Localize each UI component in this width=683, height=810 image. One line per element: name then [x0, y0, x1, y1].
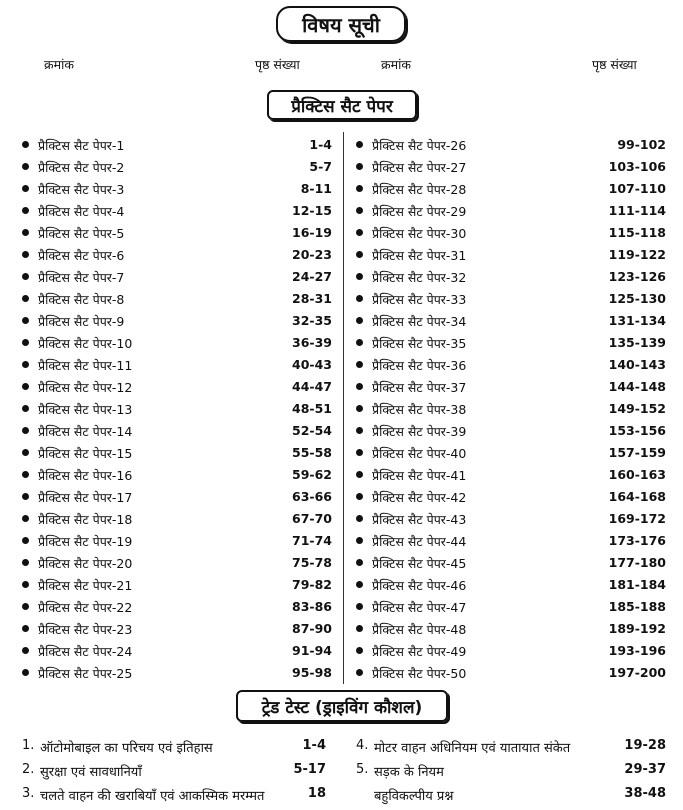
trade-test-row	[22, 762, 326, 786]
toc-row-pages: 40-43	[292, 357, 332, 372]
toc-row-pages: 193-196	[608, 643, 666, 658]
toc-row-pages: 153-156	[608, 423, 666, 438]
toc-row	[22, 421, 332, 443]
toc-row	[356, 289, 666, 311]
bullet-icon	[22, 405, 29, 412]
toc-row-pages: 149-152	[608, 401, 666, 416]
left-serial-header: क्रमांक	[44, 57, 74, 72]
bullet-icon	[356, 471, 363, 478]
bullet-icon	[22, 229, 29, 236]
right-page-header: पृष्ठ संख्या	[592, 57, 637, 72]
toc-row-label: प्रैक्टिस सैट पेपर-39	[372, 424, 467, 439]
toc-row	[22, 663, 332, 685]
toc-row-pages: 20-23	[292, 247, 332, 262]
toc-row	[356, 575, 666, 597]
toc-row-pages: 115-118	[608, 225, 666, 240]
bullet-icon	[356, 427, 363, 434]
toc-row-pages: 79-82	[292, 577, 332, 592]
toc-row	[356, 641, 666, 663]
bullet-icon	[22, 603, 29, 610]
trade-test-row-label: बहुविकल्पीय प्रश्न	[374, 789, 454, 804]
toc-row-label: प्रैक्टिस सैट पेपर-27	[372, 160, 467, 175]
bullet-icon	[22, 471, 29, 478]
toc-row-label: प्रैक्टिस सैट पेपर-36	[372, 358, 467, 373]
toc-row-pages: 144-148	[608, 379, 666, 394]
toc-row	[356, 531, 666, 553]
bullet-icon	[22, 383, 29, 390]
toc-row-pages: 160-163	[608, 467, 666, 482]
toc-row-pages: 99-102	[617, 137, 666, 152]
toc-row-label: प्रैक्टिस सैट पेपर-14	[38, 424, 133, 439]
bullet-icon	[356, 449, 363, 456]
toc-row-label: प्रैक्टिस सैट पेपर-21	[38, 578, 133, 593]
toc-row	[22, 245, 332, 267]
bullet-icon	[22, 273, 29, 280]
bullet-icon	[22, 493, 29, 500]
toc-row-label: प्रैक्टिस सैट पेपर-8	[38, 292, 125, 307]
toc-row	[22, 135, 332, 157]
bullet-icon	[22, 361, 29, 368]
toc-row-pages: 181-184	[608, 577, 666, 592]
trade-test-row-number: 3.	[22, 786, 35, 801]
toc-row	[356, 377, 666, 399]
toc-row-label: प्रैक्टिस सैट पेपर-32	[372, 270, 467, 285]
toc-row-pages: 87-90	[292, 621, 332, 636]
toc-row-label: प्रैक्टिस सैट पेपर-9	[38, 314, 125, 329]
toc-row	[356, 179, 666, 201]
toc-row	[356, 487, 666, 509]
toc-row	[356, 311, 666, 333]
toc-row-pages: 16-19	[292, 225, 332, 240]
toc-row-label: प्रैक्टिस सैट पेपर-20	[38, 556, 133, 571]
trade-test-row-number: 4.	[356, 738, 369, 753]
toc-row	[22, 597, 332, 619]
right-serial-header: क्रमांक	[381, 57, 411, 72]
toc-row	[356, 135, 666, 157]
toc-row-pages: 123-126	[608, 269, 666, 284]
bullet-icon	[356, 207, 363, 214]
toc-row-label: प्रैक्टिस सैट पेपर-50	[372, 666, 467, 681]
toc-row-pages: 189-192	[608, 621, 666, 636]
bullet-icon	[356, 537, 363, 544]
toc-row	[356, 399, 666, 421]
bullet-icon	[356, 339, 363, 346]
toc-row	[22, 641, 332, 663]
bullet-icon	[356, 603, 363, 610]
toc-row-pages: 12-15	[292, 203, 332, 218]
toc-row-label: प्रैक्टिस सैट पेपर-46	[372, 578, 467, 593]
toc-row-label: प्रैक्टिस सैट पेपर-33	[372, 292, 467, 307]
bullet-icon	[356, 515, 363, 522]
bullet-icon	[356, 559, 363, 566]
bullet-icon	[22, 185, 29, 192]
toc-row	[22, 509, 332, 531]
toc-row-label: प्रैक्टिस सैट पेपर-37	[372, 380, 467, 395]
bullet-icon	[22, 625, 29, 632]
toc-row	[356, 157, 666, 179]
toc-row-label: प्रैक्टिस सैट पेपर-5	[38, 226, 125, 241]
trade-test-row-label: ऑटोमोबाइल का परिचय एवं इतिहास	[40, 741, 213, 756]
toc-row	[356, 201, 666, 223]
trade-test-row-pages: 38-48	[624, 786, 666, 801]
toc-row-pages: 107-110	[608, 181, 666, 196]
toc-row-pages: 36-39	[292, 335, 332, 350]
toc-row	[22, 443, 332, 465]
trade-test-row-pages: 1-4	[302, 738, 326, 753]
trade-test-row-number: 5.	[356, 762, 369, 777]
toc-row	[22, 377, 332, 399]
toc-row-pages: 8-11	[300, 181, 332, 196]
toc-row	[356, 663, 666, 685]
section-trade-test-title: ट्रेड टेस्ट (ड्राइविंग कौशल)	[236, 690, 448, 722]
toc-row-label: प्रैक्टिस सैट पेपर-26	[372, 138, 467, 153]
toc-row-pages: 169-172	[608, 511, 666, 526]
toc-row	[356, 597, 666, 619]
toc-row	[356, 465, 666, 487]
toc-row-pages: 111-114	[608, 203, 666, 218]
trade-test-row-label: चलते वाहन की खराबियाँ एवं आकस्मिक मरम्मत	[40, 789, 265, 804]
left-page-header: पृष्ठ संख्या	[255, 57, 300, 72]
toc-row-label: प्रैक्टिस सैट पेपर-3	[38, 182, 125, 197]
toc-row	[22, 487, 332, 509]
toc-row	[356, 509, 666, 531]
bullet-icon	[22, 559, 29, 566]
toc-row-pages: 95-98	[292, 665, 332, 680]
toc-row-label: प्रैक्टिस सैट पेपर-42	[372, 490, 467, 505]
toc-row-label: प्रैक्टिस सैट पेपर-43	[372, 512, 467, 527]
page-title: विषय सूची	[276, 6, 406, 42]
bullet-icon	[356, 295, 363, 302]
trade-test-row	[22, 738, 326, 762]
toc-row-label: प्रैक्टिस सैट पेपर-31	[372, 248, 467, 263]
toc-row-pages: 125-130	[608, 291, 666, 306]
toc-row	[22, 333, 332, 355]
bullet-icon	[22, 207, 29, 214]
toc-row-label: प्रैक्टिस सैट पेपर-4	[38, 204, 125, 219]
toc-row	[356, 267, 666, 289]
bullet-icon	[356, 229, 363, 236]
toc-row-pages: 83-86	[292, 599, 332, 614]
toc-row-pages: 164-168	[608, 489, 666, 504]
toc-row-pages: 135-139	[608, 335, 666, 350]
bullet-icon	[22, 339, 29, 346]
toc-row-pages: 185-188	[608, 599, 666, 614]
toc-row-label: प्रैक्टिस सैट पेपर-2	[38, 160, 125, 175]
toc-row-pages: 32-35	[292, 313, 332, 328]
toc-row	[22, 289, 332, 311]
bullet-icon	[22, 317, 29, 324]
toc-row-label: प्रैक्टिस सैट पेपर-6	[38, 248, 125, 263]
toc-row	[356, 223, 666, 245]
toc-row	[22, 553, 332, 575]
toc-row	[22, 267, 332, 289]
trade-test-row-pages: 18	[307, 786, 326, 801]
toc-row	[356, 245, 666, 267]
trade-test-row-label: सुरक्षा एवं सावधानियाँ	[40, 765, 142, 780]
trade-test-row	[356, 762, 666, 786]
trade-test-row-label: मोटर वाहन अधिनियम एवं यातायात संकेत	[374, 741, 571, 756]
toc-row-pages: 48-51	[292, 401, 332, 416]
bullet-icon	[356, 361, 363, 368]
bullet-icon	[22, 537, 29, 544]
toc-row-label: प्रैक्टिस सैट पेपर-40	[372, 446, 467, 461]
toc-row-pages: 1-4	[309, 137, 332, 152]
toc-row-label: प्रैक्टिस सैट पेपर-29	[372, 204, 467, 219]
toc-row-label: प्रैक्टिस सैट पेपर-1	[38, 138, 125, 153]
toc-row-pages: 177-180	[608, 555, 666, 570]
bullet-icon	[22, 141, 29, 148]
section-practice-title: प्रैक्टिस सैट पेपर	[267, 90, 417, 120]
bullet-icon	[22, 163, 29, 170]
toc-row-label: प्रैक्टिस सैट पेपर-24	[38, 644, 133, 659]
toc-row-label: प्रैक्टिस सैट पेपर-25	[38, 666, 133, 681]
trade-test-row-pages: 29-37	[624, 762, 666, 777]
toc-row-pages: 55-58	[292, 445, 332, 460]
toc-row-label: प्रैक्टिस सैट पेपर-47	[372, 600, 467, 615]
toc-row-pages: 5-7	[309, 159, 332, 174]
toc-row-label: प्रैक्टिस सैट पेपर-15	[38, 446, 133, 461]
bullet-icon	[356, 493, 363, 500]
toc-row-label: प्रैक्टिस सैट पेपर-12	[38, 380, 133, 395]
toc-row-pages: 71-74	[292, 533, 332, 548]
toc-row	[22, 311, 332, 333]
toc-row	[22, 157, 332, 179]
toc-row	[22, 179, 332, 201]
trade-test-row-pages: 19-28	[624, 738, 666, 753]
trade-test-row	[356, 786, 666, 810]
toc-row-pages: 52-54	[292, 423, 332, 438]
toc-row-label: प्रैक्टिस सैट पेपर-41	[372, 468, 467, 483]
toc-row	[356, 333, 666, 355]
toc-row-pages: 119-122	[608, 247, 666, 262]
toc-row	[356, 553, 666, 575]
toc-row	[356, 443, 666, 465]
toc-row-pages: 173-176	[608, 533, 666, 548]
trade-test-row-number: 2.	[22, 762, 35, 777]
toc-row-label: प्रैक्टिस सैट पेपर-49	[372, 644, 467, 659]
toc-row-label: प्रैक्टिस सैट पेपर-28	[372, 182, 467, 197]
bullet-icon	[356, 185, 363, 192]
toc-row-pages: 67-70	[292, 511, 332, 526]
toc-row	[22, 575, 332, 597]
toc-row-label: प्रैक्टिस सैट पेपर-17	[38, 490, 133, 505]
bullet-icon	[22, 427, 29, 434]
toc-row	[22, 399, 332, 421]
toc-row-label: प्रैक्टिस सैट पेपर-23	[38, 622, 133, 637]
bullet-icon	[356, 405, 363, 412]
trade-test-row-number: 1.	[22, 738, 35, 753]
toc-row-label: प्रैक्टिस सैट पेपर-7	[38, 270, 125, 285]
bullet-icon	[22, 647, 29, 654]
toc-row	[356, 619, 666, 641]
toc-row-label: प्रैक्टिस सैट पेपर-10	[38, 336, 133, 351]
toc-row-label: प्रैक्टिस सैट पेपर-48	[372, 622, 467, 637]
toc-row	[22, 531, 332, 553]
toc-row-pages: 59-62	[292, 467, 332, 482]
bullet-icon	[356, 669, 363, 676]
toc-row	[356, 355, 666, 377]
bullet-icon	[22, 669, 29, 676]
toc-row-pages: 103-106	[608, 159, 666, 174]
bullet-icon	[356, 581, 363, 588]
trade-test-row	[22, 786, 326, 810]
trade-test-row-label: सड़क के नियम	[374, 765, 444, 780]
bullet-icon	[356, 383, 363, 390]
toc-row	[22, 201, 332, 223]
toc-row	[22, 223, 332, 245]
bullet-icon	[356, 647, 363, 654]
bullet-icon	[22, 251, 29, 258]
bullet-icon	[356, 251, 363, 258]
toc-row	[22, 465, 332, 487]
bullet-icon	[356, 141, 363, 148]
toc-row-pages: 44-47	[292, 379, 332, 394]
bullet-icon	[22, 449, 29, 456]
toc-row-label: प्रैक्टिस सैट पेपर-30	[372, 226, 467, 241]
toc-row-label: प्रैक्टिस सैट पेपर-11	[38, 358, 133, 373]
bullet-icon	[356, 273, 363, 280]
toc-row	[22, 619, 332, 641]
bullet-icon	[356, 625, 363, 632]
toc-row-pages: 28-31	[292, 291, 332, 306]
toc-row-pages: 75-78	[292, 555, 332, 570]
trade-test-row-pages: 5-17	[293, 762, 326, 777]
toc-row-label: प्रैक्टिस सैट पेपर-13	[38, 402, 133, 417]
toc-row-label: प्रैक्टिस सैट पेपर-34	[372, 314, 467, 329]
right-toc-column	[356, 135, 666, 685]
toc-row-label: प्रैक्टिस सैट पेपर-45	[372, 556, 467, 571]
left-toc-column	[22, 135, 332, 685]
toc-row-pages: 131-134	[608, 313, 666, 328]
toc-row-label: प्रैक्टिस सैट पेपर-22	[38, 600, 133, 615]
bullet-icon	[356, 163, 363, 170]
toc-row-label: प्रैक्टिस सैट पेपर-38	[372, 402, 467, 417]
toc-row	[356, 421, 666, 443]
bullet-icon	[22, 295, 29, 302]
toc-row-pages: 157-159	[608, 445, 666, 460]
toc-row-label: प्रैक्टिस सैट पेपर-19	[38, 534, 133, 549]
toc-row-pages: 24-27	[292, 269, 332, 284]
bullet-icon	[356, 317, 363, 324]
bullet-icon	[22, 515, 29, 522]
toc-row-label: प्रैक्टिस सैट पेपर-44	[372, 534, 467, 549]
toc-row-pages: 63-66	[292, 489, 332, 504]
column-divider	[343, 132, 344, 684]
toc-row-pages: 140-143	[608, 357, 666, 372]
trade-test-row	[356, 738, 666, 762]
bullet-icon	[22, 581, 29, 588]
toc-row-label: प्रैक्टिस सैट पेपर-35	[372, 336, 467, 351]
toc-row-label: प्रैक्टिस सैट पेपर-18	[38, 512, 133, 527]
toc-row-pages: 91-94	[292, 643, 332, 658]
toc-row	[22, 355, 332, 377]
toc-row-label: प्रैक्टिस सैट पेपर-16	[38, 468, 133, 483]
toc-row-pages: 197-200	[608, 665, 666, 680]
